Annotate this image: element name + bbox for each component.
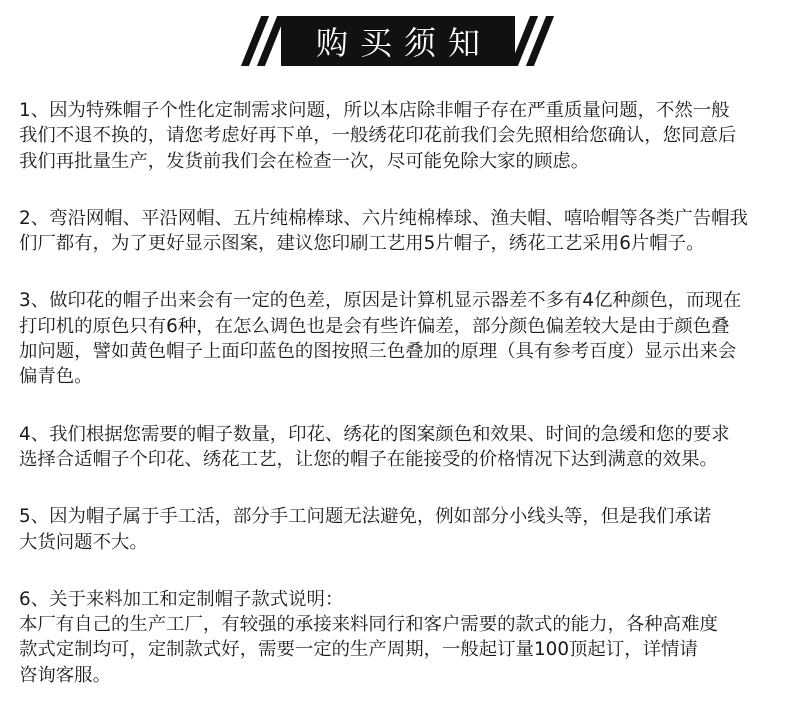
paragraph-line: 款式定制均可，定制款式好，需要一定的生产周期，一般起订量100顶起订，详情请	[19, 639, 698, 661]
paragraph-line: 咨询客服。	[19, 664, 111, 686]
notice-paragraph-3	[19, 288, 789, 389]
notice-content	[19, 98, 789, 720]
paragraph-line: 大货问题不大。	[19, 531, 148, 553]
paragraph-line: 2、弯沿网帽、平沿网帽、五片纯棉棒球、六片纯棉棒球、渔夫帽、嘻哈帽等各类广告帽我	[19, 207, 748, 229]
page-title: 购买须知	[315, 24, 492, 62]
right-stripes-decoration	[520, 16, 544, 66]
notice-paragraph-6	[19, 587, 789, 688]
title-box	[281, 16, 515, 66]
paragraph-line: 我们再批量生产，发货前我们会在检查一次，尽可能免除大家的顾虑。	[19, 150, 590, 172]
paragraph-line: 本厂有自己的生产工厂，有较强的承接来料同行和客户需要的款式的能力，各种高难度	[19, 614, 718, 636]
paragraph-line: 打印机的原色只有6种，在怎么调色也是会有些许偏差，部分颜色偏差较大是由于颜色叠	[19, 315, 730, 337]
notice-paragraph-1	[19, 98, 789, 174]
paragraph-line: 加问题，譬如黄色帽子上面印蓝色的图按照三色叠加的原理（具有参考百度）显示出来会	[19, 341, 737, 363]
paragraph-line: 选择合适帽子个印花、绣花工艺，让您的帽子在能接受的价格情况下达到满意的效果。	[19, 448, 718, 470]
paragraph-line: 我们不退不换的，请您考虑好再下单，一般绣花印花前我们会先照相给您确认，您同意后	[19, 125, 737, 147]
left-stripes-decoration	[251, 16, 275, 66]
notice-paragraph-4	[19, 422, 789, 473]
paragraph-line: 4、我们根据您需要的帽子数量，印花、绣花的图案颜色和效果、时间的急缓和您的要求	[19, 423, 730, 445]
paragraph-line: 5、因为帽子属于手工活，部分手工问题无法避免，例如部分小线头等，但是我们承诺	[19, 506, 712, 528]
paragraph-line: 1、因为特殊帽子个性化定制需求问题，所以本店除非帽子存在严重质量问题，不然一般	[19, 100, 730, 121]
header-banner	[0, 16, 800, 66]
notice-paragraph-5	[19, 504, 789, 555]
notice-paragraph-2	[19, 206, 789, 257]
paragraph-line: 们厂都有，为了更好显示图案，建议您印刷工艺用5片帽子，绣花工艺采用6片帽子。	[19, 233, 705, 255]
paragraph-line: 6、关于来料加工和定制帽子款式说明：	[19, 588, 344, 610]
paragraph-line: 偏青色。	[19, 366, 93, 388]
paragraph-line: 3、做印花的帽子出来会有一定的色差，原因是计算机显示器差不多有4亿种颜色，而现在	[19, 290, 742, 312]
